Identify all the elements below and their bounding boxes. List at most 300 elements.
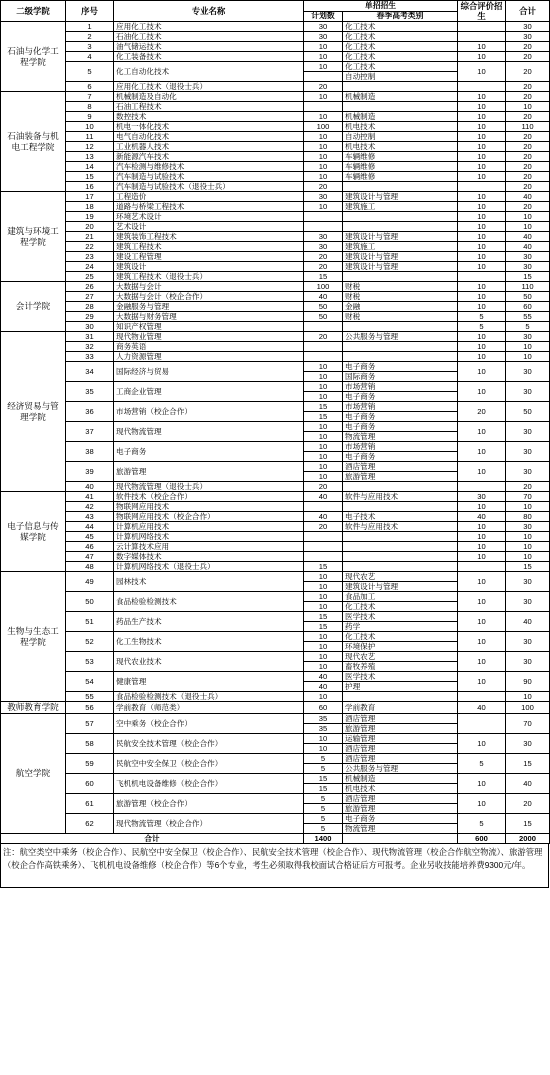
table-row (1, 262, 550, 272)
major-seq: 47 (66, 552, 114, 562)
totals-total: 2000 (506, 833, 550, 843)
comprehensive-count: 40 (458, 702, 506, 714)
table-row (1, 442, 550, 452)
major-seq: 36 (66, 402, 114, 422)
spring-exam-category: 化工技术 (343, 22, 458, 32)
major-total: 110 (506, 282, 550, 292)
major-total: 15 (506, 562, 550, 572)
single-plan-count: 5 (304, 803, 343, 813)
major-seq: 51 (66, 612, 114, 632)
single-plan-count: 15 (304, 783, 343, 793)
table-row (1, 82, 550, 92)
major-total: 10 (506, 222, 550, 232)
single-plan-count: 15 (304, 402, 343, 412)
major-name: 人力资源管理 (114, 352, 304, 362)
major-name: 石油化工技术 (114, 32, 304, 42)
spring-exam-category (343, 82, 458, 92)
single-plan-count (304, 322, 343, 332)
single-plan-count: 15 (304, 562, 343, 572)
table-row (1, 302, 550, 312)
comprehensive-count (458, 182, 506, 192)
major-seq: 34 (66, 362, 114, 382)
header-plan: 计划数 (304, 11, 343, 22)
spring-exam-category (343, 102, 458, 112)
table-row (1, 382, 550, 392)
major-total: 30 (506, 252, 550, 262)
spring-exam-category (343, 692, 458, 702)
spring-exam-category: 机械制造 (343, 112, 458, 122)
major-seq: 39 (66, 462, 114, 482)
major-name: 油气储运技术 (114, 42, 304, 52)
spring-exam-category: 车辆维修 (343, 152, 458, 162)
major-seq: 10 (66, 122, 114, 132)
single-plan-count: 15 (304, 773, 343, 783)
college-name: 经济贸易与管理学院 (1, 332, 66, 492)
major-name: 物联网应用技术 (114, 502, 304, 512)
table-row (1, 212, 550, 222)
major-total: 20 (506, 202, 550, 212)
spring-exam-category: 物流管理 (343, 432, 458, 442)
table-row (1, 232, 550, 242)
major-total: 30 (506, 572, 550, 592)
single-plan-count: 10 (304, 162, 343, 172)
table-row (1, 312, 550, 322)
single-plan-count: 100 (304, 282, 343, 292)
single-plan-count: 10 (304, 432, 343, 442)
major-seq: 19 (66, 212, 114, 222)
comprehensive-count: 10 (458, 112, 506, 122)
spring-exam-category: 电子商务 (343, 392, 458, 402)
single-plan-count: 35 (304, 713, 343, 723)
single-plan-count (304, 72, 343, 82)
table-row (1, 22, 550, 32)
spring-exam-category: 化工技术 (343, 52, 458, 62)
comprehensive-count: 10 (458, 192, 506, 202)
table-row (1, 672, 550, 682)
totals-comprehensive: 600 (458, 833, 506, 843)
major-total: 20 (506, 92, 550, 102)
spring-exam-category: 软件与应用技术 (343, 522, 458, 532)
comprehensive-count: 10 (458, 552, 506, 562)
spring-exam-category: 建筑设计与管理 (343, 192, 458, 202)
table-row (1, 252, 550, 262)
table-row (1, 502, 550, 512)
major-name: 石油工程技术 (114, 102, 304, 112)
major-name: 工商企业管理 (114, 382, 304, 402)
major-seq: 58 (66, 733, 114, 753)
spring-exam-category: 化工技术 (343, 632, 458, 642)
college-name: 生物与生态工程学院 (1, 572, 66, 702)
major-total: 70 (506, 492, 550, 502)
major-total: 20 (506, 482, 550, 492)
major-name: 旅游管理 (114, 462, 304, 482)
spring-exam-category: 财税 (343, 292, 458, 302)
table-row (1, 362, 550, 372)
major-name: 云计算技术应用 (114, 542, 304, 552)
major-name: 化工自动化技术 (114, 62, 304, 82)
spring-exam-category: 医学技术 (343, 612, 458, 622)
spring-exam-category: 电子商务 (343, 452, 458, 462)
spring-exam-category: 财税 (343, 282, 458, 292)
spring-exam-category: 建筑设计与管理 (343, 262, 458, 272)
single-plan-count (304, 352, 343, 362)
single-plan-count: 5 (304, 763, 343, 773)
major-name: 化工生物技术 (114, 632, 304, 652)
major-seq: 29 (66, 312, 114, 322)
single-plan-count: 15 (304, 612, 343, 622)
single-plan-count: 20 (304, 332, 343, 342)
spring-exam-category: 旅游管理 (343, 472, 458, 482)
spring-exam-category: 酒店管理 (343, 753, 458, 763)
header-category: 春季高考类别 (343, 11, 458, 22)
comprehensive-count: 10 (458, 672, 506, 692)
spring-exam-category (343, 532, 458, 542)
single-plan-count: 10 (304, 733, 343, 743)
comprehensive-count: 10 (458, 442, 506, 462)
spring-exam-category: 食品加工 (343, 592, 458, 602)
spring-exam-category: 建筑施工 (343, 202, 458, 212)
single-plan-count: 10 (304, 602, 343, 612)
major-name: 建筑装饰工程技术 (114, 232, 304, 242)
single-plan-count: 10 (304, 172, 343, 182)
totals-category (343, 833, 458, 843)
table-row (1, 793, 550, 803)
major-seq: 52 (66, 632, 114, 652)
major-seq: 27 (66, 292, 114, 302)
comprehensive-count: 5 (458, 753, 506, 773)
comprehensive-count: 10 (458, 162, 506, 172)
table-row (1, 692, 550, 702)
spring-exam-category (343, 182, 458, 192)
major-seq: 4 (66, 52, 114, 62)
footnote: 注：航空类空中乘务（校企合作）、民航空中安全保卫（校企合作）、民航安全技术管理（校企合作）、现代物流管理（校企合作航空物流）、旅游管理（校企合作高铁乘务）、飞机机电设备维修（校企合作）等6个专业，考生必须取得我校面试合格证后方可报考。企业另收技能培养费9300元/年。 (0, 844, 549, 888)
plan-body (1, 22, 550, 834)
spring-exam-category: 软件与应用技术 (343, 492, 458, 502)
spring-exam-category: 化工技术 (343, 602, 458, 612)
table-row (1, 202, 550, 212)
comprehensive-count (458, 482, 506, 492)
comprehensive-count: 10 (458, 632, 506, 652)
spring-exam-category: 现代农艺 (343, 652, 458, 662)
single-plan-count: 10 (304, 92, 343, 102)
major-seq: 38 (66, 442, 114, 462)
major-seq: 50 (66, 592, 114, 612)
spring-exam-category: 电子商务 (343, 422, 458, 432)
spring-exam-category: 电子商务 (343, 412, 458, 422)
major-total: 20 (506, 132, 550, 142)
single-plan-count: 5 (304, 823, 343, 833)
major-name: 工程造价 (114, 192, 304, 202)
spring-exam-category: 学前教育 (343, 702, 458, 714)
major-name: 食品检验检测技术（退役士兵） (114, 692, 304, 702)
table-row (1, 242, 550, 252)
major-total: 20 (506, 42, 550, 52)
college-name: 电子信息与传媒学院 (1, 492, 66, 572)
comprehensive-count: 10 (458, 422, 506, 442)
major-total: 40 (506, 612, 550, 632)
major-total: 10 (506, 692, 550, 702)
table-row (1, 512, 550, 522)
major-name: 现代物业管理 (114, 332, 304, 342)
table-row (1, 162, 550, 172)
comprehensive-count: 10 (458, 242, 506, 252)
comprehensive-count: 10 (458, 282, 506, 292)
single-plan-count: 10 (304, 692, 343, 702)
spring-exam-category: 机械制造 (343, 92, 458, 102)
single-plan-count: 5 (304, 793, 343, 803)
totals-row (1, 833, 550, 843)
table-row (1, 652, 550, 662)
major-total: 40 (506, 232, 550, 242)
college-name: 会计学院 (1, 282, 66, 332)
major-name: 汽车检测与维修技术 (114, 162, 304, 172)
table-row (1, 733, 550, 743)
single-plan-count: 40 (304, 292, 343, 302)
major-total: 30 (506, 32, 550, 42)
major-name: 现代物流管理（退役士兵） (114, 482, 304, 492)
major-seq: 23 (66, 252, 114, 262)
major-seq: 59 (66, 753, 114, 773)
table-row (1, 713, 550, 723)
spring-exam-category: 国际商务 (343, 372, 458, 382)
major-seq: 42 (66, 502, 114, 512)
spring-exam-category (343, 222, 458, 232)
major-name: 建设工程管理 (114, 252, 304, 262)
single-plan-count: 10 (304, 42, 343, 52)
single-plan-count: 5 (304, 753, 343, 763)
major-total: 20 (506, 52, 550, 62)
single-plan-count: 10 (304, 112, 343, 122)
single-plan-count: 5 (304, 813, 343, 823)
comprehensive-count: 10 (458, 202, 506, 212)
table-row (1, 753, 550, 763)
major-name: 工业机器人技术 (114, 142, 304, 152)
table-row (1, 112, 550, 122)
comprehensive-count: 10 (458, 292, 506, 302)
table-row (1, 532, 550, 542)
major-name: 商务英语 (114, 342, 304, 352)
spring-exam-category (343, 212, 458, 222)
major-name: 物联网应用技术（校企合作） (114, 512, 304, 522)
major-seq: 48 (66, 562, 114, 572)
single-plan-count: 10 (304, 582, 343, 592)
major-total: 20 (506, 182, 550, 192)
table-row (1, 612, 550, 622)
single-plan-count: 30 (304, 22, 343, 32)
major-name: 电子商务 (114, 442, 304, 462)
single-plan-count (304, 222, 343, 232)
major-name: 艺术设计 (114, 222, 304, 232)
single-plan-count: 20 (304, 82, 343, 92)
major-total: 10 (506, 532, 550, 542)
spring-exam-category: 财税 (343, 312, 458, 322)
major-total: 20 (506, 112, 550, 122)
table-row (1, 292, 550, 302)
comprehensive-count: 20 (458, 402, 506, 422)
table-row (1, 282, 550, 292)
major-name: 药品生产技术 (114, 612, 304, 632)
major-total: 60 (506, 302, 550, 312)
single-plan-count: 10 (304, 632, 343, 642)
single-plan-count: 10 (304, 472, 343, 482)
spring-exam-category: 化工技术 (343, 32, 458, 42)
major-name: 大数据与财务管理 (114, 312, 304, 322)
single-plan-count: 20 (304, 252, 343, 262)
comprehensive-count (458, 32, 506, 42)
comprehensive-count (458, 692, 506, 702)
spring-exam-category: 环境保护 (343, 642, 458, 652)
spring-exam-category: 建筑设计与管理 (343, 252, 458, 262)
table-row (1, 542, 550, 552)
comprehensive-count: 10 (458, 592, 506, 612)
single-plan-count: 15 (304, 412, 343, 422)
major-seq: 12 (66, 142, 114, 152)
major-seq: 24 (66, 262, 114, 272)
major-seq: 17 (66, 192, 114, 202)
major-total: 30 (506, 332, 550, 342)
single-plan-count: 10 (304, 743, 343, 753)
single-plan-count: 10 (304, 372, 343, 382)
single-plan-count (304, 212, 343, 222)
spring-exam-category: 畜牧养殖 (343, 662, 458, 672)
spring-exam-category (343, 272, 458, 282)
major-name: 应用化工技术 (114, 22, 304, 32)
major-seq: 6 (66, 82, 114, 92)
single-plan-count: 10 (304, 62, 343, 72)
table-row (1, 522, 550, 532)
comprehensive-count: 10 (458, 342, 506, 352)
spring-exam-category: 自动控制 (343, 72, 458, 82)
major-total: 30 (506, 632, 550, 652)
major-seq: 5 (66, 62, 114, 82)
single-plan-count: 20 (304, 182, 343, 192)
single-plan-count: 10 (304, 52, 343, 62)
table-row (1, 813, 550, 823)
major-total: 30 (506, 262, 550, 272)
single-plan-count: 10 (304, 392, 343, 402)
table-row (1, 592, 550, 602)
spring-exam-category: 电子商务 (343, 813, 458, 823)
single-plan-count: 10 (304, 362, 343, 372)
spring-exam-category (343, 322, 458, 332)
major-total: 80 (506, 512, 550, 522)
single-plan-count: 10 (304, 662, 343, 672)
major-total: 10 (506, 502, 550, 512)
single-plan-count (304, 502, 343, 512)
major-name: 园林技术 (114, 572, 304, 592)
comprehensive-count: 10 (458, 122, 506, 132)
single-plan-count: 20 (304, 522, 343, 532)
major-seq: 45 (66, 532, 114, 542)
major-total: 10 (506, 212, 550, 222)
major-total: 40 (506, 242, 550, 252)
single-plan-count (304, 552, 343, 562)
major-total: 10 (506, 102, 550, 112)
major-total: 10 (506, 352, 550, 362)
table-row (1, 773, 550, 783)
table-row (1, 122, 550, 132)
major-name: 机电一体化技术 (114, 122, 304, 132)
major-seq: 32 (66, 342, 114, 352)
major-seq: 7 (66, 92, 114, 102)
major-total: 20 (506, 172, 550, 182)
spring-exam-category: 建筑设计与管理 (343, 232, 458, 242)
spring-exam-category: 金融 (343, 302, 458, 312)
table-row (1, 132, 550, 142)
major-total: 20 (506, 62, 550, 82)
major-total: 90 (506, 672, 550, 692)
college-name: 航空学院 (1, 713, 66, 833)
college-name: 石油与化学工程学院 (1, 22, 66, 92)
major-seq: 33 (66, 352, 114, 362)
comprehensive-count: 10 (458, 382, 506, 402)
single-plan-count: 35 (304, 723, 343, 733)
table-row (1, 52, 550, 62)
major-seq: 28 (66, 302, 114, 312)
major-seq: 44 (66, 522, 114, 532)
single-plan-count: 40 (304, 682, 343, 692)
major-total: 15 (506, 272, 550, 282)
spring-exam-category (343, 502, 458, 512)
major-total: 10 (506, 542, 550, 552)
table-row (1, 322, 550, 332)
table-row (1, 102, 550, 112)
spring-exam-category: 旅游管理 (343, 723, 458, 733)
spring-exam-category: 市场营销 (343, 382, 458, 392)
table-row (1, 182, 550, 192)
major-seq: 20 (66, 222, 114, 232)
major-seq: 55 (66, 692, 114, 702)
major-name: 软件技术（校企合作） (114, 492, 304, 502)
major-name: 大数据与会计（校企合作） (114, 292, 304, 302)
comprehensive-count: 10 (458, 733, 506, 753)
spring-exam-category (343, 552, 458, 562)
comprehensive-count: 10 (458, 42, 506, 52)
major-seq: 60 (66, 773, 114, 793)
spring-exam-category: 车辆维修 (343, 172, 458, 182)
comprehensive-count: 10 (458, 222, 506, 232)
spring-exam-category: 化工技术 (343, 62, 458, 72)
major-seq: 40 (66, 482, 114, 492)
single-plan-count: 50 (304, 312, 343, 322)
single-plan-count: 10 (304, 132, 343, 142)
spring-exam-category: 护理 (343, 682, 458, 692)
comprehensive-count: 10 (458, 142, 506, 152)
comprehensive-count: 40 (458, 512, 506, 522)
major-name: 环境艺术设计 (114, 212, 304, 222)
spring-exam-category: 自动控制 (343, 132, 458, 142)
single-plan-count: 15 (304, 622, 343, 632)
single-plan-count: 10 (304, 452, 343, 462)
spring-exam-category (343, 542, 458, 552)
major-total: 30 (506, 422, 550, 442)
comprehensive-count (458, 82, 506, 92)
table-row (1, 352, 550, 362)
major-seq: 30 (66, 322, 114, 332)
table-row (1, 142, 550, 152)
comprehensive-count: 10 (458, 262, 506, 272)
major-seq: 1 (66, 22, 114, 32)
single-plan-count: 100 (304, 122, 343, 132)
single-plan-count (304, 542, 343, 552)
major-total: 70 (506, 713, 550, 733)
comprehensive-count: 10 (458, 362, 506, 382)
major-seq: 14 (66, 162, 114, 172)
spring-exam-category: 建筑设计与管理 (343, 582, 458, 592)
major-seq: 2 (66, 32, 114, 42)
comprehensive-count: 10 (458, 152, 506, 162)
spring-exam-category: 机械制造 (343, 773, 458, 783)
